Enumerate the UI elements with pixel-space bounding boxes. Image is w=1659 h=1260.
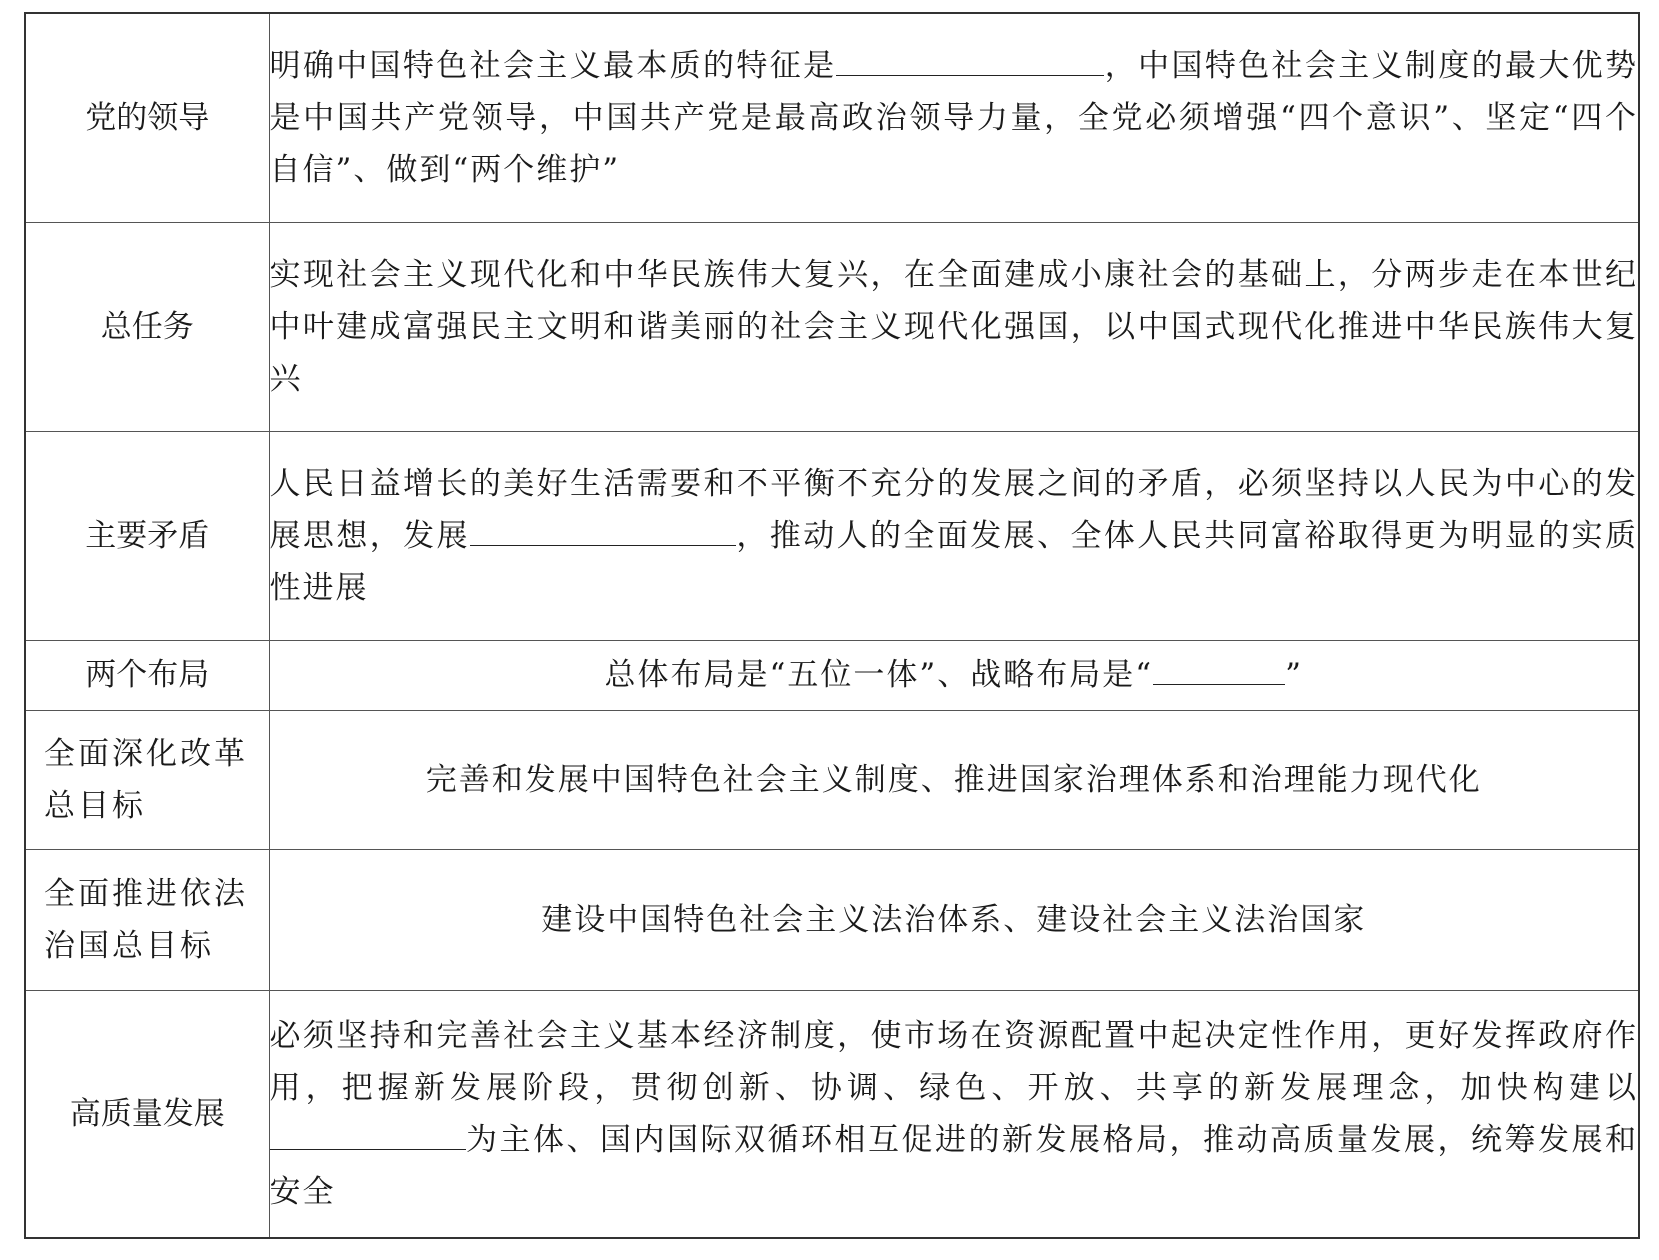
row-heading: 全面深化改革总目标 (25, 710, 269, 849)
table-row (25, 640, 1639, 710)
content-text: 完善和发展中国特色社会主义制度、推进国家治理体系和治理能力现代化 (425, 761, 1482, 798)
fill-in-blank (836, 41, 1104, 76)
content-text: ” (1285, 657, 1303, 693)
table-row (25, 849, 1639, 990)
row-content (269, 990, 1639, 1238)
fill-in-blank (1153, 650, 1285, 685)
content-text: 实现社会主义现代化和中华民族伟大复兴，在全面建成小康社会的基础上，分两步走在本世纪中叶建成富强民主文明和谐美丽的社会主义现代化强国，以中国式现代化推进中华民族伟大复兴 (269, 256, 1638, 397)
content-text: 明确中国特色社会主义最本质的特征是 (269, 47, 837, 84)
table-row (25, 13, 1639, 222)
content-text: 为主体、国内国际双循环相互促进的新发展格局，推动高质量发展，统筹发展和安全 (269, 1121, 1638, 1210)
row-heading: 全面推进依法治国总目标 (25, 849, 269, 990)
row-content (269, 431, 1639, 640)
row-content (269, 849, 1639, 990)
row-heading: 高质量发展 (25, 990, 269, 1238)
table-row (25, 222, 1639, 431)
content-text: 人民日益增长的美好生活需要和不平衡不充分的发展之间的矛盾，必须坚持以人民为中心的发展思想，发展 (269, 465, 1638, 554)
content-text: ，推动人的全面发展、全体人民共同富裕取得更为明显的实质性进展 (269, 517, 1639, 606)
content-text: ，中国特色社会主义制度的最大优势是中国共产党领导，中国共产党是最高政治领导力量，全党必须增强“四个意识”、坚定“四个自信”、做到“两个维护” (269, 47, 1639, 188)
row-content (269, 13, 1639, 222)
row-content (269, 222, 1639, 431)
row-heading: 党的领导 (25, 13, 269, 222)
content-text: 建设中国特色社会主义法治体系、建设社会主义法治国家 (541, 901, 1367, 938)
fill-in-blank (270, 1115, 466, 1150)
table-row (25, 431, 1639, 640)
row-heading: 总任务 (25, 222, 269, 431)
fill-in-blank (470, 511, 736, 546)
content-text: 必须坚持和完善社会主义基本经济制度，使市场在资源配置中起决定性作用，更好发挥政府作用，把握新发展阶段，贯彻创新、协调、绿色、开放、共享的新发展理念，加快构建以 (269, 1017, 1638, 1106)
table-row (25, 710, 1639, 849)
row-heading: 两个布局 (25, 640, 269, 710)
table-row (25, 990, 1639, 1238)
knowledge-table (24, 12, 1640, 1239)
row-content (269, 640, 1639, 710)
content-text: 总体布局是“五位一体”、战略布局是“ (604, 657, 1154, 693)
row-content (269, 710, 1639, 849)
row-heading: 主要矛盾 (25, 431, 269, 640)
